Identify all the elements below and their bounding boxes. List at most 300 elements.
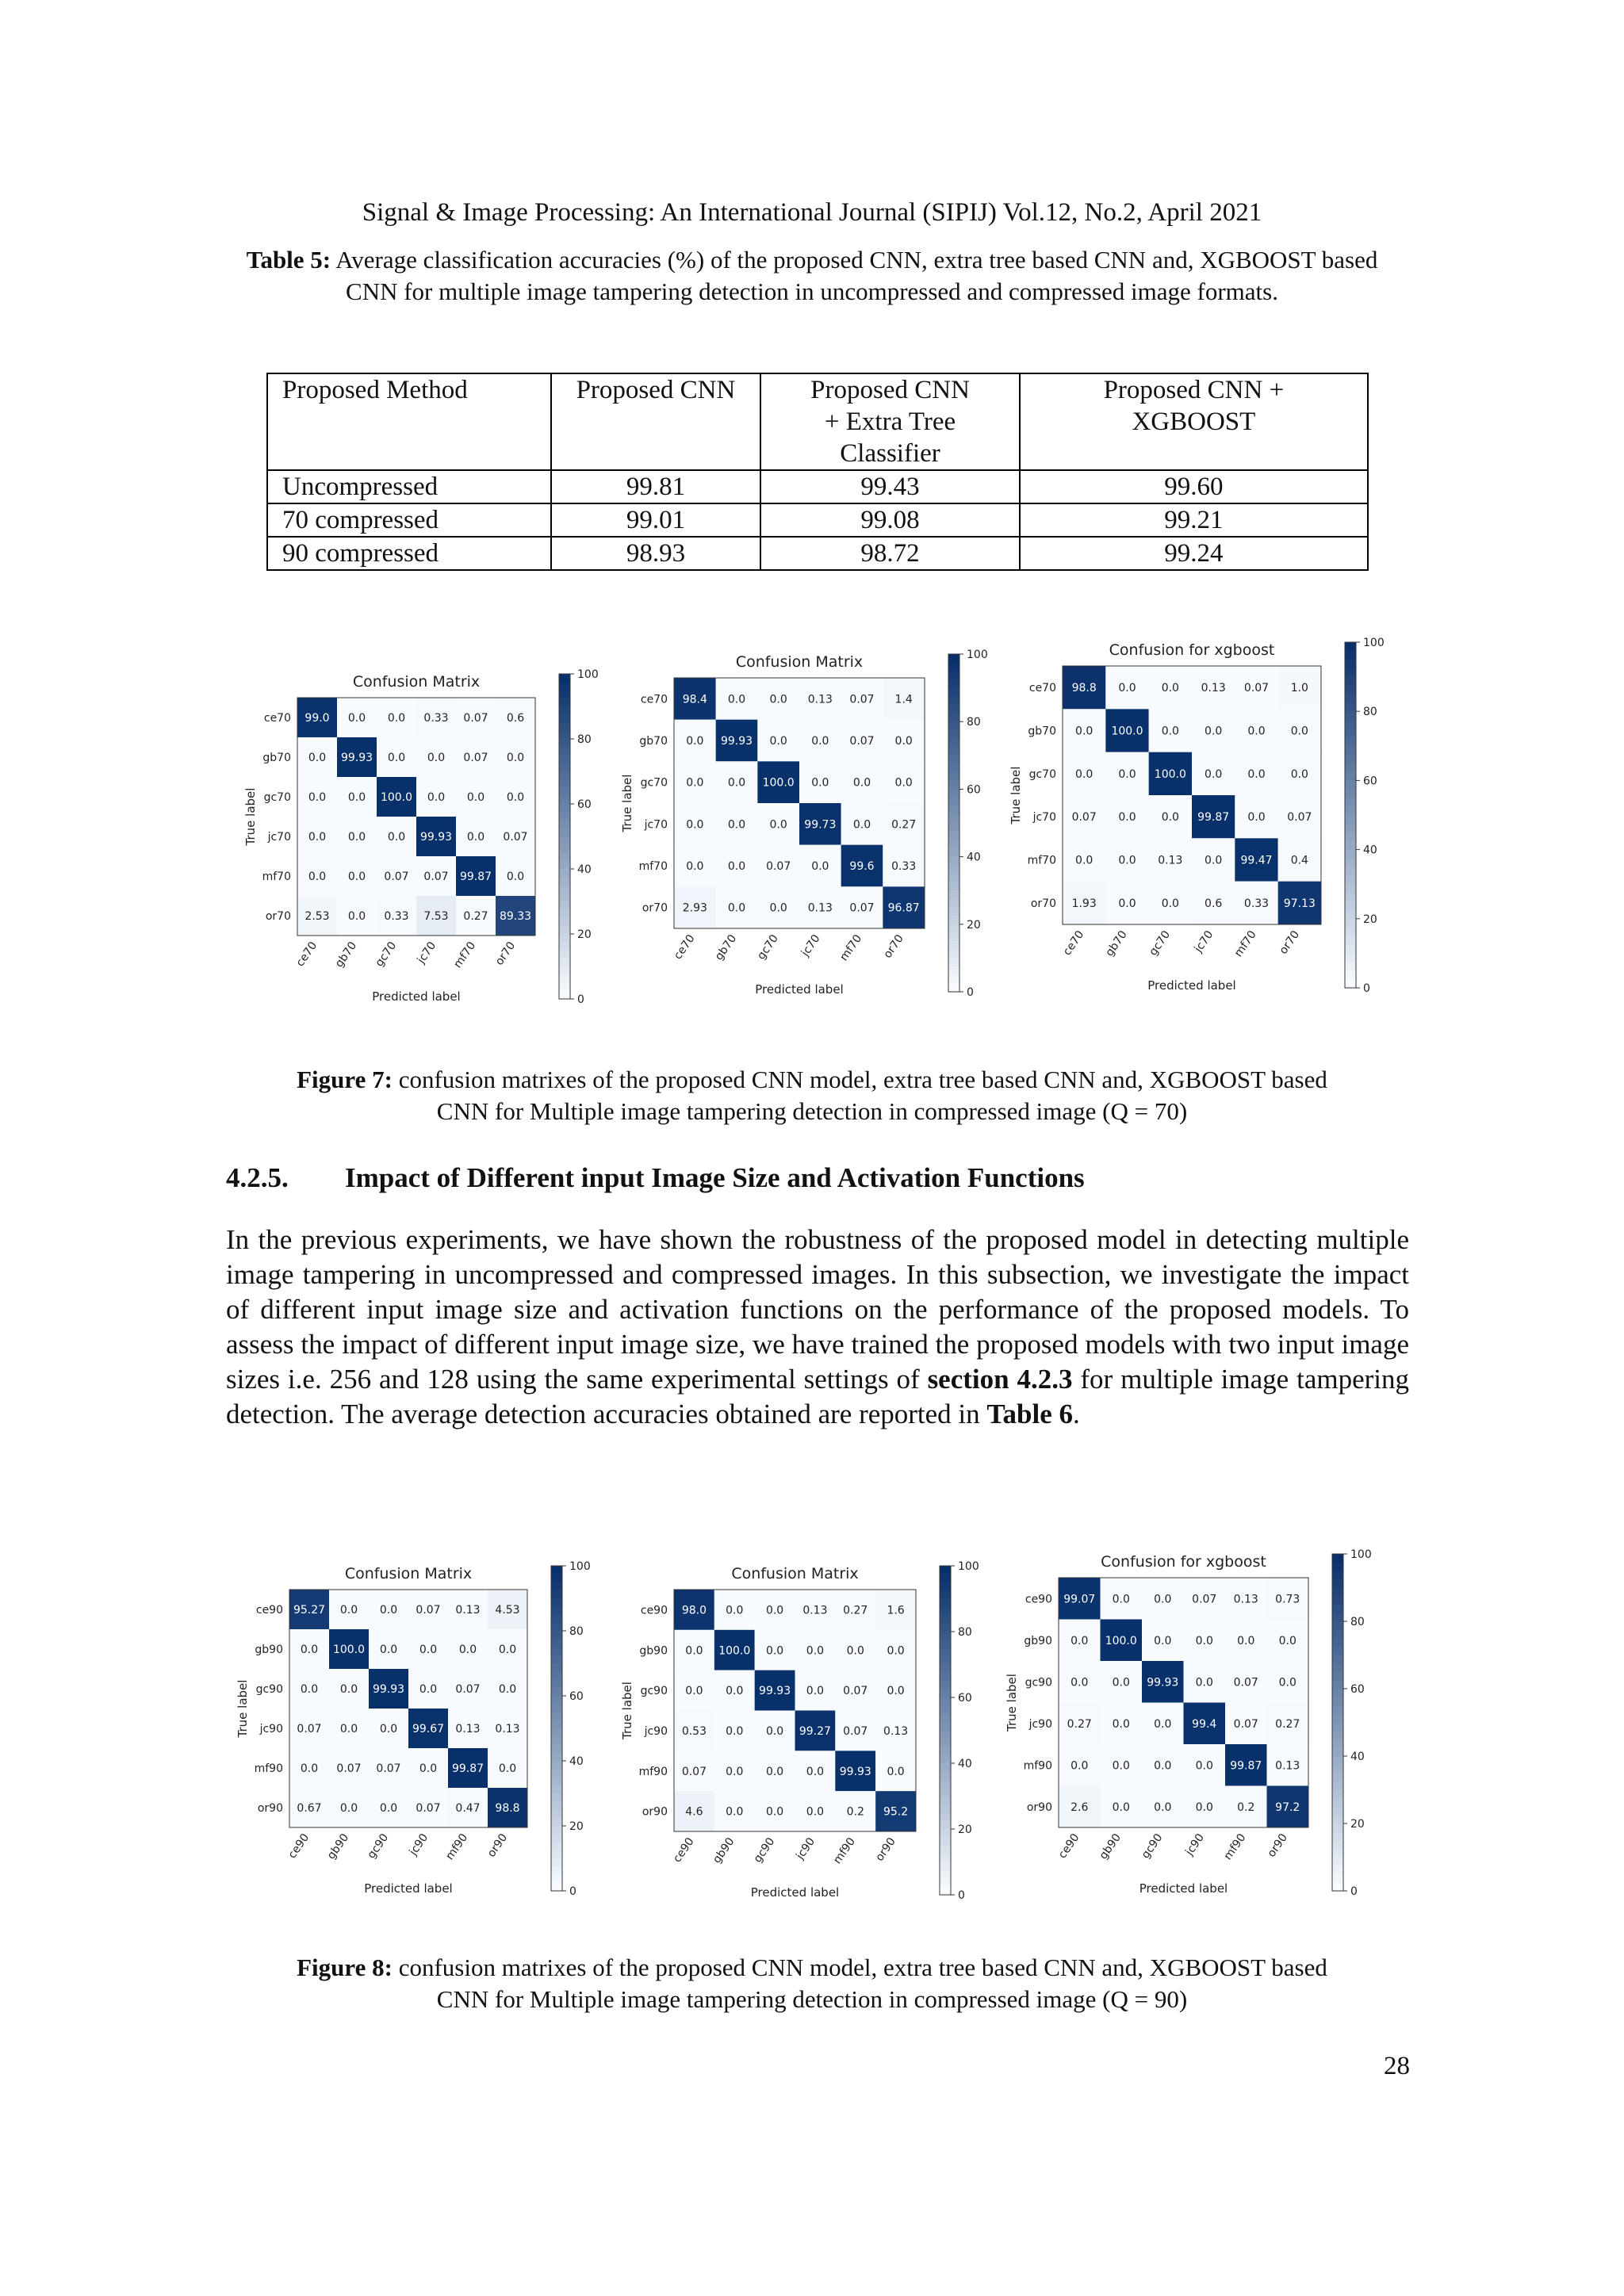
table5-header-cell bbox=[267, 373, 551, 470]
cell-value-label: 99.07 bbox=[1063, 1593, 1096, 1606]
cell-value-label: 0.13 bbox=[1275, 1759, 1300, 1773]
colorbar-segment bbox=[1332, 1554, 1343, 1563]
colorbar-segment bbox=[1345, 789, 1356, 798]
cell-value-label: 98.4 bbox=[682, 693, 707, 706]
x-tick-label: or90 bbox=[485, 1831, 511, 1860]
colorbar-segment bbox=[559, 674, 570, 683]
colorbar-tick-label: 40 bbox=[967, 851, 981, 864]
cell-value-label: 0.0 bbox=[894, 776, 913, 790]
colorbar-segment bbox=[1345, 694, 1356, 703]
colorbar-segment bbox=[1332, 1705, 1343, 1714]
colorbar-segment bbox=[1345, 720, 1356, 729]
x-axis-label: Predicted label bbox=[750, 1885, 840, 1900]
colorbar-segment bbox=[1345, 677, 1356, 687]
cell-value-label: 0.0 bbox=[1071, 1676, 1089, 1689]
colorbar-segment bbox=[551, 1834, 562, 1843]
cell-value-label: 0.13 bbox=[1158, 854, 1183, 867]
cell-value-label: 0.0 bbox=[1161, 897, 1179, 910]
colorbar-segment bbox=[551, 1769, 562, 1777]
colorbar-tick-label: 80 bbox=[1363, 706, 1377, 719]
colorbar-segment bbox=[940, 1739, 951, 1747]
cell-value-label: 0.07 bbox=[416, 1604, 441, 1617]
colorbar-segment bbox=[1332, 1832, 1343, 1841]
cell-value-label: 0.0 bbox=[308, 752, 327, 764]
colorbar-segment bbox=[948, 908, 959, 916]
cell-value-label: 0.0 bbox=[846, 1644, 864, 1658]
colorbar-tick-label: 80 bbox=[577, 733, 592, 746]
chart-title: Confusion Matrix bbox=[344, 1565, 473, 1582]
cell-value-label: 99.93 bbox=[839, 1765, 871, 1778]
cell-value-label: 0.0 bbox=[765, 1805, 784, 1819]
cell-value-label: 99.87 bbox=[1230, 1759, 1262, 1773]
colorbar-segment bbox=[1345, 832, 1356, 842]
colorbar-segment bbox=[559, 869, 570, 878]
colorbar-segment bbox=[1345, 729, 1356, 738]
x-tick-label: gc70 bbox=[755, 932, 781, 962]
cell-value-label: 0.0 bbox=[1154, 1759, 1172, 1773]
y-tick-label: jc90 bbox=[1028, 1717, 1052, 1731]
colorbar-segment bbox=[940, 1755, 951, 1764]
cell-value-label: 0.0 bbox=[727, 818, 746, 832]
y-tick-label: gb90 bbox=[639, 1644, 668, 1658]
colorbar-tick-label: 60 bbox=[967, 783, 981, 797]
cell-value-label: 0.07 bbox=[463, 752, 488, 764]
x-tick-label: or90 bbox=[873, 1835, 898, 1864]
cell-value-label: 99.4 bbox=[1192, 1717, 1217, 1731]
cell-value-label: 0.13 bbox=[807, 901, 833, 915]
colorbar-segment bbox=[1345, 755, 1356, 764]
x-tick-label: mf70 bbox=[1231, 928, 1259, 960]
cell-value-label: 0.0 bbox=[806, 1805, 825, 1819]
colorbar-segment bbox=[948, 714, 959, 722]
colorbar-tick-label: 60 bbox=[1363, 775, 1377, 788]
cell-value-label: 0.0 bbox=[1161, 682, 1179, 695]
x-tick-label: or90 bbox=[1265, 1831, 1291, 1860]
table-cell: 99.43 bbox=[760, 470, 1019, 503]
table-row bbox=[267, 503, 1368, 537]
row-label: Uncompressed bbox=[267, 470, 551, 503]
colorbar-segment bbox=[1345, 945, 1356, 955]
confusion-matrix-chart bbox=[242, 650, 615, 1031]
x-tick-label: jc90 bbox=[1183, 1831, 1208, 1858]
colorbar-tick-label: 100 bbox=[577, 668, 599, 681]
colorbar-segment bbox=[551, 1883, 562, 1892]
y-tick-label: ce70 bbox=[1028, 682, 1056, 695]
colorbar-tick-label: 60 bbox=[569, 1690, 584, 1703]
cell-value-label: 0.0 bbox=[726, 1685, 744, 1698]
colorbar-segment bbox=[1345, 875, 1356, 885]
cell-value-label: 0.0 bbox=[506, 752, 525, 764]
colorbar-segment bbox=[551, 1866, 562, 1875]
cell-value-label: 0.0 bbox=[887, 1765, 905, 1778]
colorbar-segment bbox=[1332, 1672, 1343, 1681]
colorbar-segment bbox=[1332, 1697, 1343, 1706]
colorbar-segment bbox=[940, 1878, 951, 1887]
cell-value-label: 0.0 bbox=[1237, 1634, 1255, 1647]
cell-value-label: 0.0 bbox=[727, 693, 746, 706]
cell-value-label: 0.0 bbox=[1195, 1676, 1213, 1689]
cell-value-label: 1.4 bbox=[894, 693, 913, 706]
colorbar-segment bbox=[1332, 1874, 1343, 1883]
colorbar-segment bbox=[1332, 1605, 1343, 1613]
colorbar-segment bbox=[1345, 919, 1356, 928]
cell-value-label: 0.0 bbox=[1161, 811, 1179, 825]
cell-value-label: 4.53 bbox=[495, 1604, 520, 1617]
colorbar-tick-label: 40 bbox=[1363, 844, 1377, 857]
colorbar-segment bbox=[948, 781, 959, 790]
cell-value-label: 0.07 bbox=[766, 860, 791, 873]
cell-value-label: 0.2 bbox=[846, 1805, 864, 1819]
colorbar-segment bbox=[1332, 1731, 1343, 1739]
colorbar-segment bbox=[1332, 1689, 1343, 1697]
colorbar-segment bbox=[1332, 1781, 1343, 1790]
cell-value-label: 0.0 bbox=[686, 735, 704, 748]
colorbar-tick-label: 0 bbox=[1350, 1885, 1358, 1898]
colorbar-segment bbox=[948, 806, 959, 815]
x-tick-label: ce70 bbox=[293, 939, 320, 970]
colorbar-segment bbox=[559, 763, 570, 772]
colorbar-segment bbox=[940, 1780, 951, 1789]
cell-value-label: 99.87 bbox=[1197, 811, 1230, 825]
colorbar-segment bbox=[1345, 970, 1356, 980]
cell-value-label: 99.93 bbox=[419, 831, 453, 844]
cell-value-label: 0.13 bbox=[883, 1724, 909, 1738]
colorbar-segment bbox=[559, 812, 570, 821]
colorbar-segment bbox=[559, 951, 570, 959]
colorbar-segment bbox=[559, 934, 570, 943]
colorbar-segment bbox=[940, 1607, 951, 1616]
cell-value-label: 0.0 bbox=[1112, 1593, 1130, 1606]
colorbar-segment bbox=[948, 789, 959, 798]
colorbar-segment bbox=[559, 779, 570, 788]
colorbar-segment bbox=[1345, 798, 1356, 807]
cell-value-label: 0.67 bbox=[297, 1802, 322, 1815]
cell-value-label: 0.0 bbox=[1118, 682, 1136, 695]
cell-value-label: 0.07 bbox=[843, 1685, 868, 1698]
header-line: Proposed Method bbox=[282, 376, 468, 404]
colorbar-tick-label: 60 bbox=[577, 798, 592, 811]
y-tick-label: jc70 bbox=[1032, 811, 1056, 825]
colorbar-segment bbox=[559, 966, 570, 975]
colorbar-segment bbox=[559, 959, 570, 967]
y-tick-label: or70 bbox=[1030, 897, 1056, 910]
figure7-caption-line2: CNN for Multiple image tampering detection in compressed image (Q = 70) bbox=[436, 1097, 1188, 1125]
header-line: Proposed CNN bbox=[576, 376, 736, 404]
colorbar-segment bbox=[551, 1777, 562, 1786]
colorbar-segment bbox=[1332, 1882, 1343, 1891]
colorbar-segment bbox=[551, 1615, 562, 1624]
cell-value-label: 0.0 bbox=[1118, 767, 1136, 781]
colorbar-tick-label: 100 bbox=[569, 1560, 591, 1573]
colorbar-segment bbox=[1332, 1823, 1343, 1832]
cell-value-label: 0.0 bbox=[726, 1765, 744, 1778]
colorbar-tick-label: 20 bbox=[1363, 913, 1377, 926]
cell-value-label: 0.6 bbox=[1205, 897, 1223, 910]
cell-value-label: 0.0 bbox=[811, 735, 829, 748]
colorbar-tick-label: 0 bbox=[958, 1889, 965, 1902]
colorbar-segment bbox=[940, 1681, 951, 1689]
cell-value-label: 95.27 bbox=[293, 1604, 326, 1617]
x-tick-label: mf90 bbox=[443, 1831, 471, 1863]
colorbar-segment bbox=[559, 836, 570, 845]
cell-value-label: 0.0 bbox=[887, 1644, 905, 1658]
colorbar-segment bbox=[948, 756, 959, 764]
colorbar-segment bbox=[940, 1640, 951, 1648]
colorbar-segment bbox=[1332, 1773, 1343, 1781]
table5-header-cell bbox=[551, 373, 761, 470]
colorbar-segment bbox=[551, 1785, 562, 1794]
colorbar-segment bbox=[940, 1689, 951, 1698]
colorbar-segment bbox=[948, 832, 959, 840]
colorbar-segment bbox=[1332, 1849, 1343, 1858]
cell-value-label: 97.13 bbox=[1283, 897, 1316, 910]
colorbar-segment bbox=[551, 1566, 562, 1575]
cell-value-label: 0.0 bbox=[1290, 725, 1308, 738]
y-tick-label: gb70 bbox=[1028, 725, 1056, 738]
row-label: 90 compressed bbox=[267, 537, 551, 570]
cell-value-label: 0.07 bbox=[416, 1802, 441, 1815]
cell-value-label: 0.27 bbox=[843, 1604, 868, 1617]
x-tick-label: mf70 bbox=[837, 932, 865, 964]
colorbar-tick-label: 40 bbox=[577, 863, 592, 876]
colorbar-segment bbox=[551, 1745, 562, 1754]
body-paragraph bbox=[226, 1223, 1409, 1432]
cell-value-label: 0.0 bbox=[685, 1685, 703, 1698]
cell-value-label: 0.0 bbox=[419, 1762, 438, 1775]
colorbar-segment bbox=[559, 756, 570, 764]
colorbar-segment bbox=[1345, 711, 1356, 721]
colorbar-segment bbox=[940, 1846, 951, 1854]
cell-value-label: 99.67 bbox=[412, 1723, 445, 1735]
y-tick-label: jc90 bbox=[259, 1723, 283, 1735]
colorbar-segment bbox=[1332, 1714, 1343, 1723]
cell-value-label: 0.0 bbox=[686, 860, 704, 873]
colorbar-segment bbox=[559, 942, 570, 951]
colorbar-segment bbox=[1345, 859, 1356, 868]
colorbar-segment bbox=[551, 1631, 562, 1640]
cell-value-label: 0.0 bbox=[769, 901, 787, 915]
colorbar-segment bbox=[1332, 1647, 1343, 1655]
header-line: Proposed CNN + bbox=[1103, 376, 1285, 404]
cell-value-label: 0.0 bbox=[308, 831, 327, 844]
paragraph-bold: section 4.2.3 bbox=[927, 1364, 1073, 1395]
colorbar-segment bbox=[1332, 1807, 1343, 1816]
colorbar-segment bbox=[948, 924, 959, 933]
cell-value-label: 0.0 bbox=[1154, 1593, 1172, 1606]
colorbar-segment bbox=[948, 663, 959, 672]
colorbar-segment bbox=[559, 991, 570, 1000]
cell-value-label: 0.07 bbox=[849, 693, 875, 706]
colorbar-segment bbox=[948, 932, 959, 941]
colorbar-segment bbox=[940, 1599, 951, 1608]
colorbar-tick-label: 20 bbox=[569, 1820, 584, 1833]
colorbar-segment bbox=[940, 1697, 951, 1706]
colorbar-segment bbox=[1332, 1630, 1343, 1639]
colorbar-segment bbox=[940, 1804, 951, 1813]
colorbar-segment bbox=[551, 1753, 562, 1762]
page-number: 28 bbox=[1384, 2052, 1410, 2080]
cell-value-label: 0.0 bbox=[765, 1765, 784, 1778]
cell-value-label: 0.0 bbox=[726, 1604, 744, 1617]
colorbar-segment bbox=[948, 882, 959, 891]
cell-value-label: 99.0 bbox=[304, 712, 330, 725]
colorbar-segment bbox=[1345, 893, 1356, 902]
colorbar-segment bbox=[559, 698, 570, 707]
y-tick-label: gb90 bbox=[255, 1644, 283, 1656]
colorbar-segment bbox=[948, 696, 959, 705]
x-tick-label: mf70 bbox=[451, 939, 479, 971]
colorbar-segment bbox=[948, 966, 959, 975]
x-tick-label: mf90 bbox=[831, 1835, 859, 1867]
colorbar-segment bbox=[559, 926, 570, 935]
cell-value-label: 0.0 bbox=[1290, 767, 1308, 781]
colorbar-segment bbox=[551, 1574, 562, 1582]
x-axis-label: Predicted label bbox=[1139, 1881, 1228, 1896]
row-label: 70 compressed bbox=[267, 503, 551, 537]
colorbar-segment bbox=[948, 958, 959, 966]
y-tick-label: mf90 bbox=[638, 1765, 668, 1778]
colorbar-segment bbox=[1345, 850, 1356, 859]
colorbar-segment bbox=[948, 705, 959, 714]
table-cell: 99.81 bbox=[551, 470, 761, 503]
colorbar-segment bbox=[551, 1850, 562, 1859]
colorbar-segment bbox=[948, 747, 959, 756]
cell-value-label: 99.87 bbox=[451, 1762, 485, 1775]
figure7-caption-line1: confusion matrixes of the proposed CNN model, extra tree based CNN and, XGBOOST based bbox=[398, 1066, 1327, 1093]
cell-value-label: 100.0 bbox=[762, 776, 795, 790]
x-tick-label: gc90 bbox=[365, 1831, 392, 1862]
y-axis-label: True label bbox=[243, 787, 258, 846]
cell-value-label: 0.0 bbox=[806, 1685, 825, 1698]
colorbar-tick-label: 40 bbox=[958, 1758, 972, 1770]
colorbar-segment bbox=[551, 1639, 562, 1647]
cell-value-label: 0.0 bbox=[347, 831, 366, 844]
y-tick-label: gc70 bbox=[640, 776, 668, 790]
cell-value-label: 0.2 bbox=[1237, 1800, 1255, 1814]
colorbar-segment bbox=[1345, 780, 1356, 790]
colorbar-segment bbox=[1332, 1663, 1343, 1672]
confusion-matrix-chart bbox=[619, 1542, 999, 1927]
cell-value-label: 0.0 bbox=[726, 1724, 744, 1738]
x-tick-label: ce90 bbox=[671, 1835, 697, 1866]
cell-value-label: 0.0 bbox=[1112, 1800, 1130, 1814]
cell-value-label: 4.6 bbox=[685, 1805, 703, 1819]
figure8-label: Figure 8: bbox=[297, 1954, 393, 1981]
colorbar-segment bbox=[948, 823, 959, 832]
colorbar-segment bbox=[1332, 1638, 1343, 1647]
cell-value-label: 99.93 bbox=[1147, 1676, 1179, 1689]
cell-value-label: 0.0 bbox=[1154, 1800, 1172, 1814]
cell-value-label: 0.0 bbox=[894, 735, 913, 748]
cell-value-label: 0.0 bbox=[806, 1765, 825, 1778]
cell-value-label: 0.0 bbox=[1195, 1800, 1213, 1814]
cell-value-label: 0.53 bbox=[681, 1724, 707, 1738]
x-tick-label: gb70 bbox=[332, 939, 360, 970]
chart-title: Confusion for xgboost bbox=[1109, 641, 1275, 659]
y-tick-label: gc90 bbox=[640, 1685, 668, 1698]
cell-value-label: 0.0 bbox=[427, 791, 446, 804]
figure8-caption bbox=[222, 1952, 1402, 2015]
colorbar-segment bbox=[948, 874, 959, 882]
colorbar-tick-label: 80 bbox=[967, 716, 981, 729]
colorbar-segment bbox=[1332, 1621, 1343, 1630]
colorbar-segment bbox=[940, 1673, 951, 1682]
colorbar-segment bbox=[948, 941, 959, 950]
colorbar-segment bbox=[1345, 953, 1356, 962]
cell-value-label: 0.0 bbox=[686, 776, 704, 790]
cell-value-label: 0.0 bbox=[1075, 767, 1094, 781]
colorbar-segment bbox=[948, 814, 959, 823]
x-tick-label: ce90 bbox=[285, 1831, 312, 1862]
cell-value-label: 0.0 bbox=[339, 1802, 358, 1815]
colorbar-segment bbox=[1332, 1756, 1343, 1765]
cell-value-label: 0.0 bbox=[347, 871, 366, 883]
colorbar-segment bbox=[948, 730, 959, 739]
colorbar-segment bbox=[948, 975, 959, 984]
confusion-matrix-chart bbox=[1007, 618, 1396, 1023]
cell-value-label: 89.33 bbox=[499, 910, 532, 923]
cell-value-label: 0.0 bbox=[727, 860, 746, 873]
cell-value-label: 0.0 bbox=[419, 1644, 438, 1656]
colorbar-segment bbox=[1345, 867, 1356, 876]
colorbar-segment bbox=[948, 679, 959, 688]
x-tick-label: mf90 bbox=[1221, 1831, 1249, 1863]
chart-title: Confusion Matrix bbox=[735, 653, 864, 671]
colorbar-tick-label: 20 bbox=[1350, 1818, 1365, 1831]
cell-value-label: 0.0 bbox=[1205, 767, 1223, 781]
cell-value-label: 0.0 bbox=[498, 1683, 517, 1696]
colorbar-segment bbox=[559, 853, 570, 862]
colorbar-tick-label: 60 bbox=[958, 1692, 972, 1705]
cell-value-label: 0.07 bbox=[423, 871, 449, 883]
colorbar-segment bbox=[551, 1671, 562, 1680]
cell-value-label: 0.0 bbox=[347, 910, 366, 923]
x-tick-label: gc90 bbox=[751, 1835, 778, 1866]
colorbar-segment bbox=[940, 1590, 951, 1599]
cell-value-label: 98.8 bbox=[1071, 682, 1097, 695]
cell-value-label: 98.8 bbox=[495, 1802, 520, 1815]
colorbar-segment bbox=[551, 1696, 562, 1705]
y-tick-label: mf70 bbox=[638, 860, 668, 873]
cell-value-label: 100.0 bbox=[718, 1644, 751, 1658]
y-tick-label: gb70 bbox=[262, 752, 291, 764]
colorbar-segment bbox=[1332, 1563, 1343, 1571]
table-cell: 99.21 bbox=[1020, 503, 1368, 537]
colorbar-segment bbox=[551, 1843, 562, 1851]
cell-value-label: 0.0 bbox=[1118, 811, 1136, 825]
cell-value-label: 0.0 bbox=[1205, 854, 1223, 867]
cell-value-label: 0.0 bbox=[1278, 1676, 1297, 1689]
cell-value-label: 1.6 bbox=[887, 1604, 905, 1617]
cell-value-label: 99.93 bbox=[759, 1685, 791, 1698]
cell-value-label: 0.0 bbox=[466, 791, 485, 804]
cell-value-label: 0.0 bbox=[300, 1762, 319, 1775]
x-tick-label: gb70 bbox=[712, 932, 740, 963]
table-cell: 99.08 bbox=[760, 503, 1019, 537]
cell-value-label: 0.0 bbox=[1112, 1676, 1130, 1689]
cell-value-label: 95.2 bbox=[883, 1805, 909, 1819]
colorbar-segment bbox=[1345, 746, 1356, 756]
cell-value-label: 0.0 bbox=[765, 1724, 784, 1738]
cell-value-label: 0.0 bbox=[379, 1723, 398, 1735]
cell-value-label: 0.07 bbox=[1192, 1593, 1217, 1606]
colorbar-tick-label: 100 bbox=[958, 1560, 979, 1573]
colorbar-segment bbox=[1345, 884, 1356, 894]
cell-value-label: 0.0 bbox=[1247, 767, 1266, 781]
y-tick-label: ce90 bbox=[1025, 1593, 1052, 1606]
cell-value-label: 0.0 bbox=[1247, 725, 1266, 738]
table-cell: 99.60 bbox=[1020, 470, 1368, 503]
